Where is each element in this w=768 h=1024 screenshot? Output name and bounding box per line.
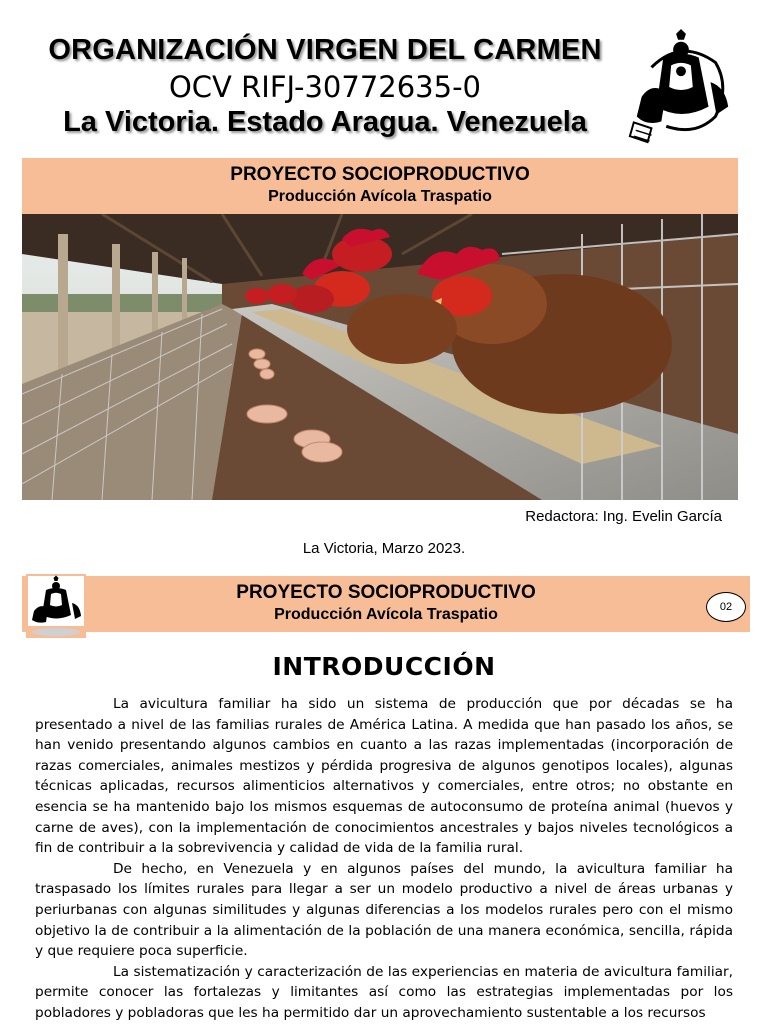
org-location: La Victoria. Estado Aragua. Venezuela xyxy=(63,106,587,138)
cover-banner xyxy=(22,158,738,214)
page2-banner-subtitle: Producción Avícola Traspatio xyxy=(274,606,498,623)
intro-body xyxy=(35,694,733,1024)
org-rif: OCV RIFJ-30772635-0 xyxy=(168,70,482,104)
intro-paragraph-2: De hecho, en Venezuela y en algunos países del mundo, la avicultura familiar ha traspasado los límites rurales para llegar a ser un modelo productivo a nivel de áreas urbanas y periurbanas con algunas similitudes y algunas diferencias a los modelos rurales pero con el mismo objetivo la de contribuir a la alimentación de la población de una manera económica, sencilla, rápida y que requiere poca superficie. xyxy=(35,860,733,960)
virgen-del-carmen-logo-icon xyxy=(622,28,740,146)
intro-paragraph-1: La avicultura familiar ha sido un sistema de producción que por décadas se ha presentado a nivel de las familias rurales de América Latina. A medida que han pasado los años, se han venido presentando algunos cambios en cuanto a las razas implementadas (incorporación de razas comerciales, animales mestizos y pérdida progresiva de algunos genotipos locales), algunas técnicas aplicadas, recursos alimenticios alternativos y comerciales, entre otros; no obstante en esencia se ha mantenido bajo los mismos esquemas de autoconsumo de proteína animal (huevos y carne de aves), con la implementación de conocimientos ancestrales y bajos niveles tecnológicos a fin de contribuir a la sobrevivencia y calidad de vida de la familia rural. xyxy=(35,696,733,857)
banner-subtitle: Producción Avícola Traspatio xyxy=(268,188,492,205)
intro-paragraph-3: La sistematización y caracterización de las experiencias en materia de avicultura familiar, permite conocer las fortalezas y limitantes así como las estrategias implementadas por los pobladores y pobladoras que les ha permitido dar un aprovechamiento sustentable a los recursos xyxy=(35,963,733,1021)
intro-heading: INTRODUCCIÓN xyxy=(272,652,496,681)
org-name: ORGANIZACIÓN VIRGEN DEL CARMEN xyxy=(48,34,602,66)
page2-banner xyxy=(22,576,750,632)
cover-photo-hens xyxy=(22,214,738,500)
page2-banner-title: PROYECTO SOCIOPRODUCTIVO xyxy=(236,582,536,603)
author-credit: Redactora: Ing. Evelin García xyxy=(525,508,722,525)
page-number-badge: 02 xyxy=(706,592,746,622)
place-date-text: La Victoria, Marzo 2023. xyxy=(302,540,466,557)
virgen-del-carmen-small-logo-icon xyxy=(26,574,86,638)
place-date xyxy=(0,540,768,557)
banner-title: PROYECTO SOCIOPRODUCTIVO xyxy=(230,164,530,185)
